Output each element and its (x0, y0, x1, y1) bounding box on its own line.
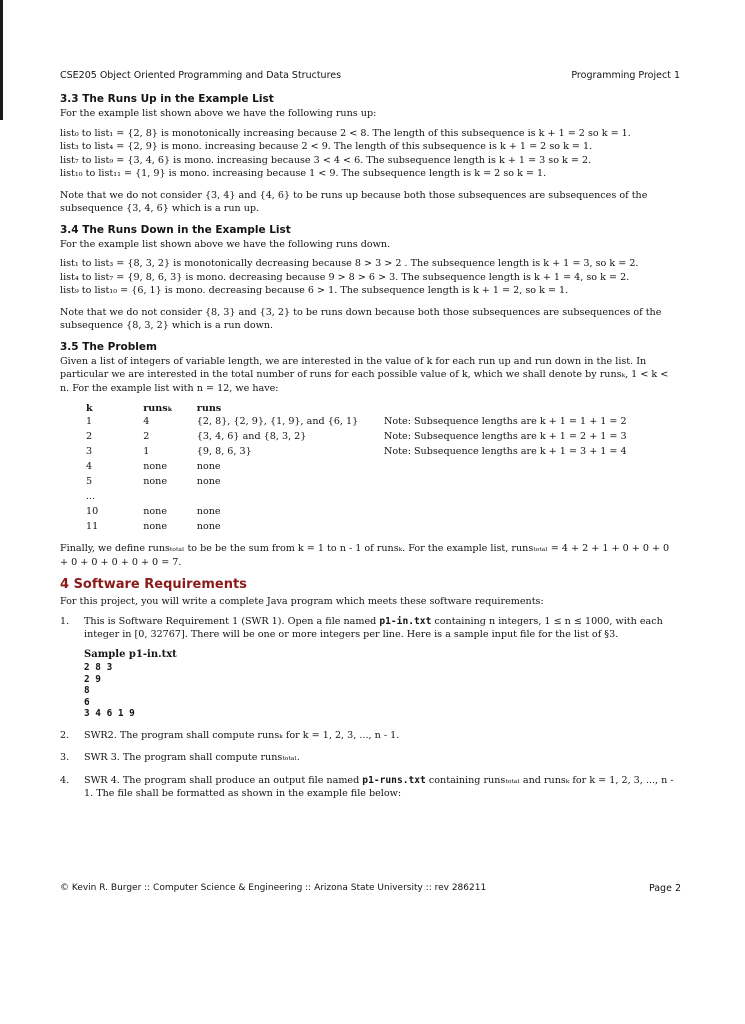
runs-table-header (86, 401, 680, 416)
cell-runs: none (196, 461, 221, 472)
section-3-3-note: Note that we do not consider {3, 4} and {4, 6} to be runs up because both those subsequences are subsequences of the subsequence {3, 4, 6} which is a run up. (60, 189, 648, 214)
header-project: Programming Project 1 (571, 70, 680, 81)
input-filename: p1-in.txt (379, 615, 432, 627)
cell-runs: {9, 8, 6, 3} (196, 446, 252, 457)
sample-file (84, 662, 680, 720)
requirement-1 (60, 615, 680, 720)
cell-runsk: none (143, 506, 168, 517)
req-text: containing n integers, 1 ≤ n ≤ 1000, with each integer in [0, 32767]. There will be one or more integers per line. Here is a sample input file for the list of §3. (84, 615, 663, 640)
req-number: 1. (60, 615, 70, 627)
section-3-4-note: Note that we do not consider {8, 3} and {3, 2} to be runs down because both those subsequences are subsequences of the subsequence {8, 3, 2} which is a run down. (60, 306, 662, 331)
col-header-runsk: runsₖ (143, 403, 173, 414)
cell-runs: none (196, 476, 221, 487)
table-row (86, 461, 680, 476)
req-text: SWR2. The program shall compute runsₖ for k = 1, 2, 3, ..., n - 1. (84, 729, 400, 741)
req-text: SWR 4. The program shall produce an output file named (84, 774, 363, 786)
cell-runsk: 1 (143, 446, 150, 457)
cell-runs: {2, 8}, {2, 9}, {1, 9}, and {6, 1} (196, 416, 359, 427)
cell-runsk: 2 (143, 431, 150, 442)
output-filename: p1-runs.txt (362, 774, 426, 786)
runs-down-item: list₁ to list₃ = {8, 3, 2} is monotonically decreasing because 8 > 3 > 2 . The subsequence length is k + 1 = 3, so k = 2. (60, 258, 639, 269)
cell-runsk: 4 (143, 416, 150, 427)
table-row (86, 506, 680, 521)
cell-k: 3 (86, 446, 93, 457)
sample-line: 8 (84, 685, 90, 697)
section-3-3-intro: For the example list shown above we have the following runs up: (60, 108, 377, 119)
cell-k: 5 (86, 476, 93, 487)
req-text: containing runsₜₒₜₐₗ and runsₖ for k = 1, 2, 3, ..., n - 1. The file shall be formatted as shown in the example file below: (84, 774, 674, 800)
cell-runsk: none (143, 476, 168, 487)
runs-up-list (60, 127, 680, 181)
requirements-list (60, 615, 680, 801)
cell-runs: {3, 4, 6} and {8, 3, 2} (196, 431, 307, 442)
cell-runs: none (196, 521, 221, 532)
runs-down-item: list₄ to list₇ = {9, 8, 6, 3} is mono. decreasing because 9 > 8 > 6 > 3. The subsequence length is k + 1 = 4, so k = 2. (60, 271, 630, 283)
cell-k: 4 (86, 461, 93, 472)
cell-k: ... (86, 491, 96, 502)
cell-runsk: none (143, 461, 168, 472)
section-3-5-intro: Given a list of integers of variable length, we are interested in the value of k for each run up and run down in the list. In particular we are interested in the total number of runs for each possible value of k, which we shall denote by runsₖ, 1 < k < n. For the example list with n = 12, we have: (60, 355, 669, 394)
section-3-5-final: Finally, we define runsₜₒₜₐₗ to be be the sum from k = 1 to n - 1 of runsₖ. For the example list, runsₜₒₜₐₗ = 4 + 2 + 1 + 0 + 0 + 0 + 0 + 0 + 0 + 0 + 0 = 7. (60, 543, 670, 568)
cell-runs: none (196, 506, 221, 517)
sample-line: 2 8 3 (84, 662, 113, 673)
runs-up-item: list₇ to list₉ = {3, 4, 6} is mono. increasing because 3 < 4 < 6. The subsequence length is k + 1 = 3 so k = 2. (60, 154, 592, 166)
cell-k: 2 (86, 431, 93, 442)
cell-note: Note: Subsequence lengths are k + 1 = 2 + 1 = 3 (383, 431, 627, 442)
runs-down-list (60, 257, 680, 298)
runs-table (86, 401, 680, 536)
page-content (60, 88, 680, 810)
requirement-4 (60, 774, 680, 801)
req-text: SWR 3. The program shall compute runsₜₒₜₐₗ. (84, 752, 300, 764)
runs-up-item: list₀ to list₁ = {2, 8} is monotonically increasing because 2 < 8. The length of this subsequence is k + 1 = 2 so k = 1. (60, 127, 631, 139)
sample-title: Sample p1-in.txt (84, 648, 177, 660)
cell-note: Note: Subsequence lengths are k + 1 = 1 + 1 = 2 (383, 416, 627, 427)
section-3-4-heading: 3.4 The Runs Down in the Example List (60, 223, 291, 236)
req-number: 3. (60, 752, 70, 764)
cell-k: 1 (86, 416, 93, 427)
requirement-2 (60, 729, 680, 743)
section-4-intro: For this project, you will write a complete Java program which meets these software requirements: (60, 596, 544, 607)
cell-note: Note: Subsequence lengths are k + 1 = 3 + 1 = 4 (383, 446, 627, 457)
col-header-runs: runs (196, 403, 222, 414)
runs-up-item: list₁₀ to list₁₁ = {1, 9} is mono. increasing because 1 < 9. The subsequence length is k = 2 so k = 1. (60, 168, 547, 179)
header-course: CSE205 Object Oriented Programming and Data Structures (60, 70, 342, 81)
runs-up-item: list₃ to list₄ = {2, 9} is mono. increasing because 2 < 9. The length of this subsequence is k + 1 = 2 so k = 1. (60, 141, 593, 152)
sample-line: 6 (84, 696, 90, 708)
table-row (86, 476, 680, 491)
req-text: This is Software Requirement 1 (SWR 1). Open a file named (84, 615, 380, 627)
cell-k: 10 (86, 506, 99, 517)
sample-line: 2 9 (84, 673, 101, 685)
cell-runsk: none (143, 521, 168, 532)
table-row (86, 521, 680, 536)
footer-page-number: Page 2 (648, 883, 681, 894)
table-row (86, 491, 680, 506)
cell-k: 11 (86, 521, 99, 532)
table-row (86, 416, 680, 431)
requirement-3 (60, 751, 680, 765)
section-3-5-heading: 3.5 The Problem (60, 340, 157, 353)
section-4-heading: 4 Software Requirements (60, 577, 247, 592)
page-edge-shadow (0, 0, 3, 120)
table-row (86, 446, 680, 461)
footer-credit: © Kevin R. Burger :: Computer Science & Engineering :: Arizona State University :: rev 286211 (60, 883, 487, 893)
runs-down-item: list₉ to list₁₀ = {6, 1} is mono. decreasing because 6 > 1. The subsequence length is k + 1 = 2, so k = 1. (60, 285, 569, 296)
section-3-3-heading: 3.3 The Runs Up in the Example List (60, 93, 274, 105)
table-row (86, 431, 680, 446)
col-header-k: k (86, 403, 93, 414)
sample-line: 3 4 6 1 9 (84, 708, 135, 720)
section-3-4-intro: For the example list shown above we have the following runs down. (60, 238, 391, 250)
req-number: 2. (60, 729, 70, 741)
req-number: 4. (60, 774, 70, 786)
